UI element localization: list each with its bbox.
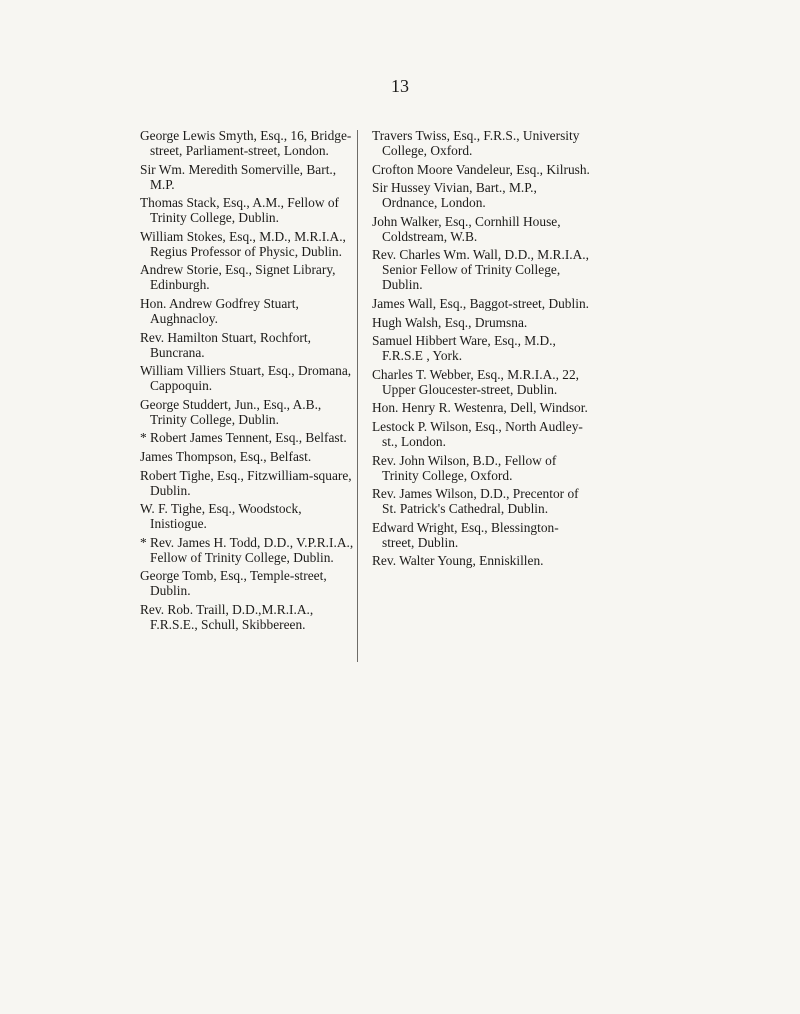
list-entry: Charles T. Webber, Esq., M.R.I.A., 22, Upper Gloucester-street, Dublin.	[372, 366, 580, 397]
list-entry: Edward Wright, Esq., Blessington-street, Dublin.	[372, 519, 559, 550]
list-entry: James Wall, Esq., Baggot-street, Dublin.	[372, 295, 589, 311]
list-entry: William Stokes, Esq., M.D., M.R.I.A., Regius Professor of Physic, Dublin.	[140, 228, 346, 259]
list-entry: Rev. James Wilson, D.D., Precentor of St. Patrick's Cathedral, Dublin.	[372, 486, 579, 517]
list-entry: Rev. Walter Young, Enniskillen.	[372, 553, 544, 569]
list-entry: Travers Twiss, Esq., F.R.S., University College, Oxford.	[372, 128, 580, 158]
list-entry: James Thompson, Esq., Belfast.	[140, 448, 312, 464]
list-entry: W. F. Tighe, Esq., Woodstock, Inistiogue.	[140, 501, 302, 532]
right-column	[372, 128, 590, 572]
list-entry: Rev. Hamilton Stuart, Rochfort, Buncrana.	[140, 329, 311, 360]
list-entry: Hon. Andrew Godfrey Stuart, Aughnacloy.	[140, 295, 299, 326]
left-column	[140, 128, 358, 636]
list-entry: Rev. John Wilson, B.D., Fellow of Trinity College, Oxford.	[372, 452, 557, 483]
page-number: 13	[391, 76, 409, 96]
list-entry: Hugh Walsh, Esq., Drumsna.	[372, 314, 528, 330]
list-entry: * Rev. James H. Todd, D.D., V.P.R.I.A., Fellow of Trinity College, Dublin.	[140, 534, 354, 565]
list-entry: Hon. Henry R. Westenra, Dell, Windsor.	[372, 400, 588, 416]
list-entry: George Studdert, Jun., Esq., A.B., Trinity College, Dublin.	[140, 396, 322, 427]
list-entry: Lestock P. Wilson, Esq., North Audley-st., London.	[372, 418, 583, 449]
column-divider	[357, 130, 358, 662]
list-entry: Thomas Stack, Esq., A.M., Fellow of Trinity College, Dublin.	[140, 195, 339, 226]
list-entry: Crofton Moore Vandeleur, Esq., Kilrush.	[372, 161, 590, 177]
list-entry: William Villiers Stuart, Esq., Dromana, Cappoquin.	[140, 363, 352, 394]
list-entry: George Lewis Smyth, Esq., 16, Bridge-street, Parliament-street, London.	[140, 128, 352, 158]
list-entry: Andrew Storie, Esq., Signet Library, Edinburgh.	[140, 262, 336, 293]
list-entry: * Robert James Tennent, Esq., Belfast.	[140, 430, 347, 446]
list-entry: Sir Wm. Meredith Somerville, Bart., M.P.	[140, 161, 337, 192]
list-entry: Rev. Rob. Traill, D.D.,M.R.I.A., F.R.S.E., Schull, Skibbereen.	[140, 601, 314, 632]
list-entry: Robert Tighe, Esq., Fitzwilliam-square, Dublin.	[140, 467, 352, 498]
list-entry: George Tomb, Esq., Temple-street, Dublin.	[140, 568, 327, 599]
list-entry: Sir Hussey Vivian, Bart., M.P., Ordnance, London.	[372, 180, 537, 211]
list-entry: John Walker, Esq., Cornhill House, Coldstream, W.B.	[372, 213, 561, 244]
list-entry: Rev. Charles Wm. Wall, D.D., M.R.I.A., Senior Fellow of Trinity College, Dublin.	[372, 247, 589, 293]
list-entry: Samuel Hibbert Ware, Esq., M.D., F.R.S.E , York.	[372, 333, 556, 364]
